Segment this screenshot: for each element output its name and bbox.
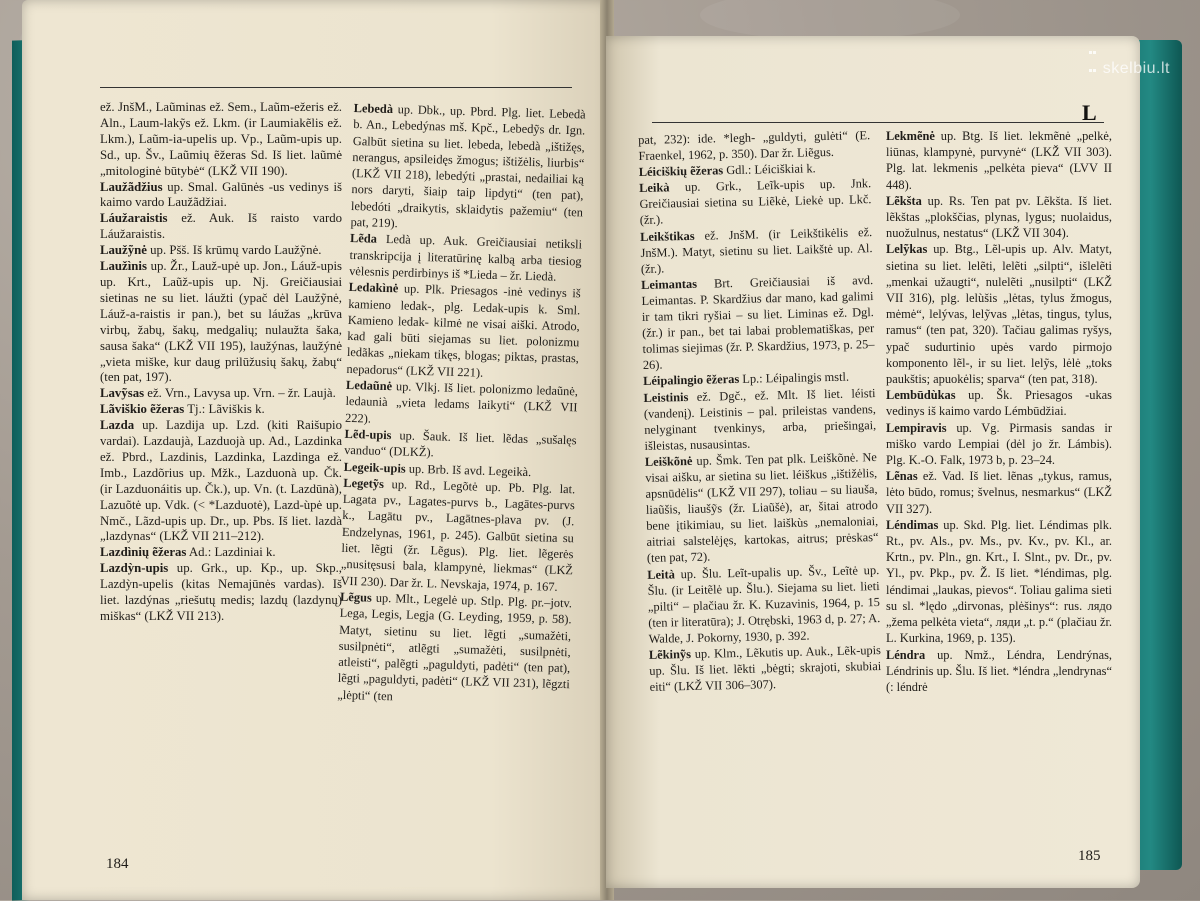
entry-headword: Leiškõnė <box>644 453 693 469</box>
entry-text: ež. Auk. Iš raisto vardo Láužaraistis. <box>100 211 342 242</box>
column-1 <box>100 100 342 625</box>
entry-headword: Laužãdžius <box>100 179 163 194</box>
entry-text: up. Šlu. Leĩt-upalis up. Šv., Leĩtė up. Šlu. (ir Leitẽlė up. Šlu.). Siejama su liet. lieti „pilti“ – plačiau žr. K. Kuzavinis, 1964, p. 15 (ten ir literatūra); J. Otrębski, 1963 d, p. 27; A. Walde, J. Pokorny, 1930, p. 392. <box>647 562 881 646</box>
entry-text: up. Brb. Iš avd. Legeikà. <box>408 461 532 479</box>
entry-headword: Léndimas <box>886 517 939 532</box>
dictionary-entry <box>886 241 1112 387</box>
entry-headword: Léiciškių ẽžeras <box>638 163 724 180</box>
entry-text: Gdl.: Léiciškiai k. <box>726 161 816 178</box>
watermark-text: skelbiu.lt <box>1102 60 1170 77</box>
entry-text: Tj.: Lãviškis k. <box>187 402 265 417</box>
dictionary-entry <box>100 259 342 386</box>
dictionary-entry <box>645 449 879 566</box>
entry-text: up. Rs. Ten pat pv. Lẽkšta. Iš liet. lẽkštas „plokščias, plynas, lygus; nuolaidus, nuožulnus, nestatus“ (LKŽ VII 304). <box>886 193 1112 241</box>
entry-headword: Lazdỳn-upis <box>100 561 169 576</box>
entry-text: Brt. Greičiausiai iš avd. Leimantas. P. Skardžius dar mano, kad galimi ir tam tikri ryšiai – su liet. Liminas ež. Dgl. (žr.) ir pan., bet tai labai problematiškas, per tolimas siejimas (žr. P. Skardžius, 1973, p. 25–26). <box>641 272 875 373</box>
column-4 <box>886 128 1112 695</box>
dictionary-entry <box>886 468 1112 517</box>
dictionary-entry <box>640 224 873 277</box>
entry-text: up. Vlkj. Iš liet. polonizmo ledaũnė, ledaunià „vieta ledams laikyti“ (LKŽ VII 222). <box>344 379 579 426</box>
entry-headword: Lavỹsas <box>100 386 145 401</box>
dictionary-entry <box>346 279 581 383</box>
entry-text: up. Žr., Lauž-upė up. Jon., Láuž-upis up. Krt., Laũž-upis up. Nj. Greičiausiai sietinas ne su liet. láužti (ypač dėl Laužỹnė, Láuž-a-raistis ir pan.), bet su láužas „krūva virbų, žabų, šakų, medgalių; nulaužta šaka, sausa šaka“ (LKŽ VII 195), laužýnas, laužýnė „vieta miške, kur daug prilūžusių šakų, žabų“ (ten pat, 197). <box>100 259 342 385</box>
entry-headword: Lẽkšta <box>886 193 922 208</box>
dictionary-entry <box>886 517 1112 647</box>
entry-text: ež. JnšM., Laũminas ež. Sem., Laũm-ežeris ež. Aln., Laum-lakỹs ež. Lkm. (ir Laumiakẽlis ež. Lkm.), Laũm-ia-upelis up. Vp., Laũm-upis up. Sd., up. Šv., Laũmių ẽžeras Sd. Iš liet. laũmė „mitologinė būtybė“ (LKŽ VII 190). <box>100 100 342 178</box>
grid-icon <box>1089 42 1099 52</box>
dictionary-entry <box>337 589 572 710</box>
page-number-right: 185 <box>1078 848 1101 864</box>
entry-headword: Ledaũnė <box>345 377 393 394</box>
entry-headword: Lelỹkas <box>886 242 928 257</box>
entry-headword: Lazdìnių ẽžeras <box>100 545 187 560</box>
entry-text: pat, 232): ide. *legh- „guldyti, gulėti“ (E. Fraenkel, 1962, p. 350). Dar žr. Liẽgus. <box>638 128 871 164</box>
entry-text: up. Grk., Leĩk-upis up. Jnk. Greičiausiai sietina su Liẽkė, Liekė up. Lkč. (žr.). <box>639 176 872 228</box>
entry-text: up. Šk. Priesagos -ukas vedinys iš kaimo vardo Lémbūdžiai. <box>886 388 1112 419</box>
open-book <box>12 0 1182 900</box>
entry-text: Lp.: Léipalingis mstl. <box>742 370 850 387</box>
entry-headword: Láužaraistis <box>100 211 168 226</box>
entry-headword: Leità <box>647 566 675 582</box>
entry-text: up. Skd. Plg. liet. Léndimas plk. Rt., pv. Als., pv. Ms., pv. Kv., pv. Kl., ar. Krtn., pv. Pln., gn. Krt., I. Slnt., pv. Dr., pv. Yl., pv. Pkp., pv. Ž. Iš liet. *léndimas, plg. léndimai „laukas, pievos“. Toliau galima sieti su sl. *lędo „dirvonas, plėšinys“: rus. лядо „žema pelkėta vieta“, ляди „t. p.“ (plačiau žr. L. Kurkina, 1969, p. 135). <box>886 517 1112 646</box>
entry-text: up. Šmk. Ten pat plk. Leiškõnė. Ne visai aišku, ar sietina su liet. léiškus „ištižėlis, apsnūdėlis“ (LKŽ VII 297), toliau – su liauša, liaũšis, liaušỹs (žr. Liaũšė), ar, šitai atrodo bene įtikimiau, su liet. laiškùs „nemaloniai, aitriai salstelėjęs, kartokas, aitrus; prėskas“ (ten pat, 72). <box>645 449 879 566</box>
dictionary-entry <box>350 100 586 237</box>
dictionary-entry <box>100 418 342 545</box>
entry-headword: Leikà <box>639 180 670 196</box>
entry-headword: Leistinis <box>643 389 689 405</box>
dictionary-entry <box>649 642 882 695</box>
entry-text: up. Mlt., Legelė up. Stlp. Plg. pr.–jotv. Lega, Legis, Legja (G. Leyding, 1959, p. 58). Matyt, sietinu su liet. lẽgti „sumažėti, susilpnėti“, atlẽgti „sumažėti, susilpnėti, atleisti“, palẽgti „paguldyti, padėti“ (ten pat), lẽgti „paguldyti, padėti“ (LKŽ VII 231), lẽgzti „lėpti“ (ten <box>337 590 573 703</box>
entry-text: up. Lazdija up. Lzd. (kiti Raišupio vardai). Lazdaujà, Lazduojà up. Ad., Lazdinka ež. Pbrd., Lazdinis, Lazdinka, Lazdinga ež. Imb., Lazdõrius up. Mžk., Lazduonà up. Čk. (ir Lazduonáitis up. Čk.), up. Vn. (t. Lazdūnà), Lazuõtė up. Vdk. (< *Lazduotė), Lazd-ùpė up. Nmč., Lãzd-upis up. Dr., up. Pbs. Iš liet. lazdà „lazdynas“ (LKŽ VII 211–212). <box>100 418 342 544</box>
entry-text: up. Rd., Legõtė up. Pb. Plg. lat. Lagata pv., Lagates-purvs b., Lagātes-purvs k., Lagātu pv., Lagātnes-plava pv. (J. Endzelynas, 1961, p. 245). Galbūt sietina su liet. lẽgti (žr. Lẽgus). Plg. liet. lẽgerės „nusitęsusi bala, klampynė, liekmas“ (LKŽ VII 230). Dar žr. L. Nevskaja, 1974, p. 167. <box>340 477 576 594</box>
dictionary-entry <box>100 386 342 402</box>
entry-text: up. Dbk., up. Pbrd. Plg. liet. Lebedà b. An., Lebedýnas mš. Kpč., Lebedỹs dr. Ign. Galbūt sietina su liet. lebeda, lebedà „ištižęs, nerangus, apsileidęs žmogus; ištižėlis, liurbis“ (LKŽ VII 218), lebedýti „prastai, nedailiai ką nors daryti, šiaip taip lipdyti“ (ten pat), lebedóti „draikytis, sklaidytis pažemiu“ (ten pat, 219). <box>350 102 586 231</box>
dictionary-entry <box>100 100 342 180</box>
dictionary-entry <box>100 211 342 243</box>
entry-headword: Leikštikas <box>640 228 695 244</box>
entry-text: up. Grk., up. Kp., up. Skp., Lazdỳn-upelis (kitas Nemajūnės vardas). Iš liet. lazdýnas „riešutų medis; lazdų (lazdynų) miškas“ (LKŽ VII 213). <box>100 561 342 623</box>
entry-headword: Lebedà <box>353 100 394 117</box>
entry-headword: Lẽda <box>349 231 378 247</box>
entry-text: up. Klm., Lẽkutis up. Auk., Lẽk-upis up. Šlu. Iš liet. lẽkti „bėgti; skrajoti, skubiai eiti“ (LKŽ VII 306–307). <box>649 643 882 695</box>
entry-headword: Legetỹs <box>343 475 385 491</box>
entry-text: up. Smal. Galūnės -us vedinys iš kaimo vardo Laužãdžiai. <box>100 179 342 210</box>
entry-headword: Ledakìnė <box>348 280 399 296</box>
dictionary-entry <box>638 127 871 164</box>
entry-text: up. Btg., Lẽl-upis up. Alv. Matyt, sietina su liet. lelẽti, lelẽti „silpti“, išlelẽti „menkai užaugti“, nulelẽti „nusilpti“ (LKŽ VII 316), plg. lelùšis „lėtas, tylus žmogus, mėmė“, lelývas, lelỹvas „lėtas, tingus, tylus, ramus“ (ten pat, 320). Tačiau galimas ryšys, ypač sudurtinio upės vardo pirmojo komponento lẽl-, ir su liet. lelỹs, lėlė „toks paukštis; apuokėlis; sparva“ (ten pat, 318). <box>886 242 1112 387</box>
entry-text: ež. Vad. Iš liet. lẽnas „tykus, ramus, lėto būdo, romus; švelnus, nesmarkus“ (LKŽ VII 327). <box>886 469 1112 516</box>
entry-text: up. Btg. Iš liet. lekmẽnė „pelkė, liūnas, klampynė, purvynė“ (LKŽ VII 303). Plg. lat. lekmenis „pelkėta pieva“ (LVV II 448). <box>886 129 1113 192</box>
dictionary-entry <box>886 193 1112 242</box>
header-rule-left <box>100 87 572 88</box>
entry-text: Ledà up. Auk. Greičiausiai netiksli transkripcija į literatūrinę kalbą arba tiesiog vėlesnis perdirbinys iš *Lieda – žr. Liedà. <box>349 232 583 284</box>
left-page <box>22 0 608 900</box>
dictionary-entry <box>345 377 578 432</box>
entry-headword: Léipalingio ẽžeras <box>643 372 740 389</box>
entry-headword: Laužỹnė <box>100 243 147 258</box>
entry-headword: Lẽkinỹs <box>648 647 692 662</box>
entry-text: ež. JnšM. (ir Leikštikėlis ež. JnšM.). Matyt, sietinu su liet. Laikštė up. Al. (žr.). <box>640 224 873 276</box>
dictionary-entry <box>643 385 876 454</box>
entry-headword: Lãviškio ẽžeras <box>100 402 185 417</box>
entry-headword: Lekmẽnė <box>886 129 935 143</box>
column-3 <box>638 127 882 695</box>
entry-headword: Leimantas <box>641 276 698 292</box>
dictionary-entry <box>886 647 1112 696</box>
dictionary-entry <box>100 402 342 418</box>
section-letter: L <box>1082 100 1097 125</box>
dictionary-entry <box>639 175 872 228</box>
dictionary-entry <box>886 387 1112 419</box>
dictionary-entry <box>641 272 875 373</box>
dictionary-entry <box>100 561 342 625</box>
column-2 <box>337 100 586 709</box>
entry-text: up. Plk. Priesagos -inė vedinys iš kamieno ledak-, plg. Ledak-upis k. Sml. Kamieno ledak- kilmė ne visai aiški. Atrodo, kad gali būti siejamas su liet. polonizmu ledãkas „niekam tikęs, blogas; piktas, prastas, nepadorus“ (LKŽ VII 221). <box>346 281 581 380</box>
entry-text: Ad.: Lazdiniai k. <box>188 545 276 560</box>
entry-headword: Lẽnas <box>886 469 918 484</box>
watermark <box>1089 42 1170 78</box>
dictionary-entry <box>100 180 342 212</box>
entry-headword: Lẽgus <box>339 589 372 605</box>
entry-text: up. Pšš. Iš krūmų vardo Laužỹnė. <box>150 243 322 258</box>
entry-headword: Lempiravis <box>886 420 947 435</box>
dictionary-entry <box>349 230 582 285</box>
dictionary-entry <box>100 243 342 259</box>
right-page <box>606 36 1140 888</box>
entry-headword: Lẽd-upis <box>344 426 392 443</box>
entry-headword: Lembūdùkas <box>886 388 956 403</box>
entry-text: up. Šauk. Iš liet. lẽdas „sušalęs vanduo“ (DLKŽ). <box>344 428 577 460</box>
entry-headword: Legeik-upis <box>343 459 406 476</box>
dictionary-entry <box>886 128 1112 193</box>
entry-text: up. Nmž., Léndra, Lendrýnas, Léndrinis up. Šlu. Iš liet. *léndra „lendrynas“ (: léndrė <box>886 647 1112 694</box>
header-rule-right <box>652 122 1104 123</box>
dictionary-entry <box>647 562 881 647</box>
dictionary-entry <box>886 420 1112 469</box>
entry-headword: Léndra <box>886 647 926 662</box>
dictionary-entry <box>100 545 342 561</box>
entry-text: ež. Dgč., ež. Mlt. Iš liet. léisti (vandenį). Leistinis – pal. prileistas vandens, nelyginant tvenkinys, arba, priešingai, išleistas, nusausintas. <box>643 385 877 453</box>
dictionary-entry <box>340 475 575 596</box>
entry-headword: Laužìnis <box>100 259 147 274</box>
entry-headword: Lazda <box>100 418 135 433</box>
entry-text: ež. Vrn., Lavysa up. Vrn. – žr. Laujà. <box>147 386 336 401</box>
entry-text: up. Vg. Pirmasis sandas ir miško vardo Lempiai (dėl jo žr. Lámbis). Plg. K.-O. Falk, 1973 b, p. 23–24. <box>886 420 1112 468</box>
page-number-left: 184 <box>106 856 129 872</box>
